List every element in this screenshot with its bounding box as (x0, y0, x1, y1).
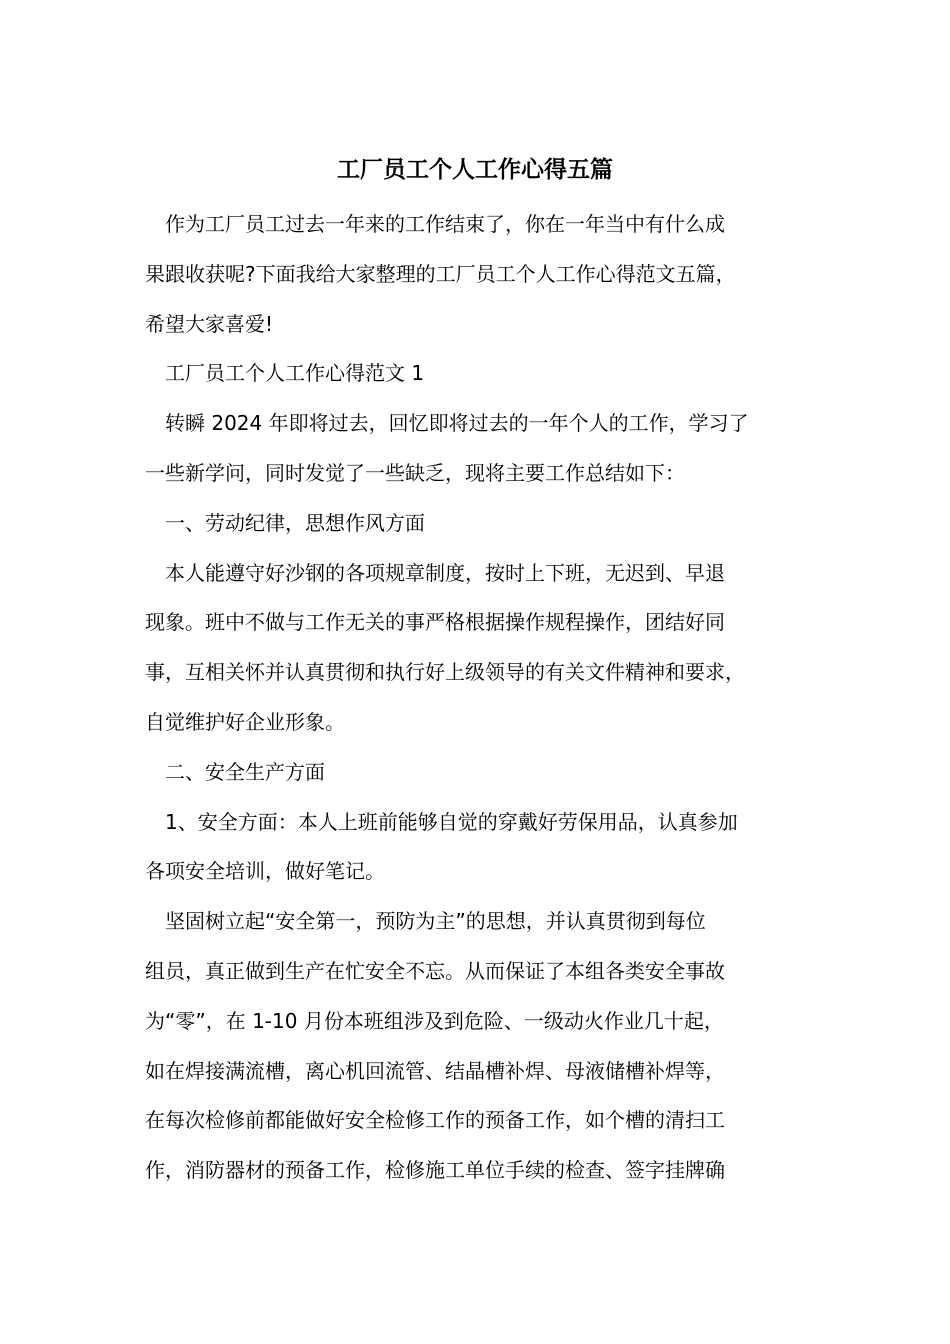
paragraph-line: 如在焊接满流槽，离心机回流管、结晶槽补焊、母液储槽补焊等， (145, 1058, 725, 1083)
document-title: 工厂员工个人工作心得五篇 (337, 157, 613, 183)
paragraph-line: 现象。班中不做与工作无关的事严格根据操作规程操作，团结好同 (145, 610, 725, 635)
paragraph-line: 自觉维护好企业形象。 (145, 709, 345, 734)
paragraph-line: 作为工厂员工过去一年来的工作结束了，你在一年当中有什么成 (165, 212, 725, 236)
paragraph-line: 一些新学问，同时发觉了一些缺乏，现将主要工作总结如下： (145, 460, 685, 485)
paragraph-line: 转瞬 2024 年即将过去，回忆即将过去的一年个人的工作，学习了 (165, 411, 749, 436)
document-body (145, 204, 825, 1200)
section-heading: 一、劳动纪律，思想作风方面 (165, 510, 425, 535)
section-heading: 二、安全生产方面 (165, 759, 325, 784)
paragraph-line: 组员，真正做到生产在忙安全不忘。从而保证了本组各类安全事故 (145, 958, 725, 983)
paragraph-line: 希望大家喜爱! (145, 311, 274, 336)
section-heading: 工厂员工个人工作心得范文 1 (165, 361, 425, 386)
paragraph-line: 坚固树立起“安全第一，预防为主”的思想，并认真贯彻到每位 (165, 909, 706, 934)
paragraph-line: 本人能遵守好沙钢的各项规章制度，按时上下班，无迟到、早退 (165, 560, 725, 585)
paragraph-line: 果跟收获呢?下面我给大家整理的工厂员工个人工作心得范文五篇， (145, 261, 736, 286)
paragraph-line: 各项安全培训，做好笔记。 (145, 859, 385, 884)
paragraph-line: 作，消防器材的预备工作，检修施工单位手续的检查、签字挂牌确 (145, 1158, 725, 1183)
paragraph-line: 1、安全方面：本人上班前能够自觉的穿戴好劳保用品，认真参加 (165, 809, 738, 834)
paragraph-line: 事，互相关怀并认真贯彻和执行好上级领导的有关文件精神和要求， (145, 660, 745, 685)
paragraph-line: 为“零”，在 1-10 月份本班组涉及到危险、一级动火作业几十起， (145, 1008, 724, 1033)
paragraph-line: 在每次检修前都能做好安全检修工作的预备工作，如个槽的清扫工 (145, 1108, 725, 1133)
